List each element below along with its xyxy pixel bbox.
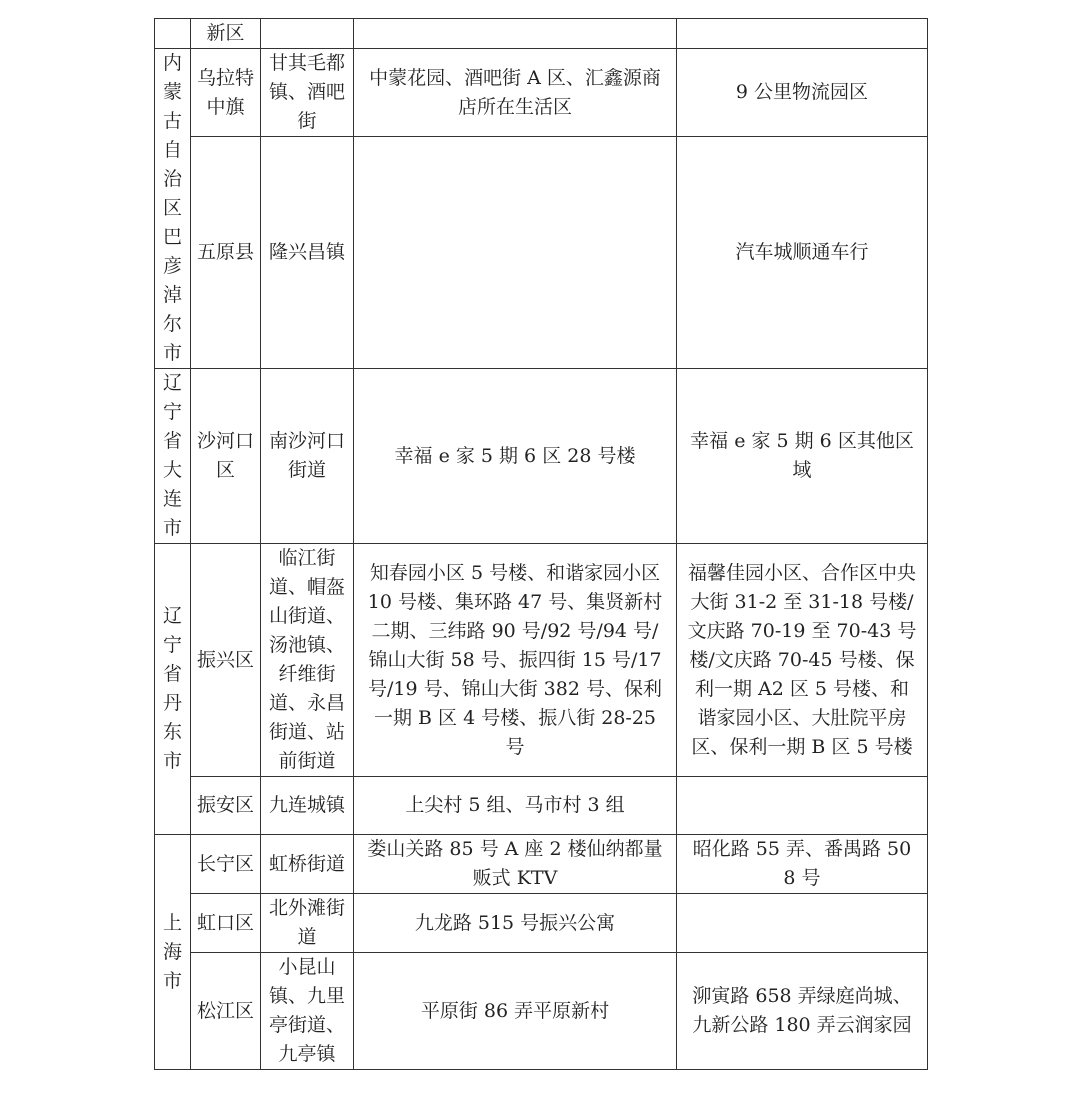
- high-risk-cell: [354, 137, 677, 369]
- table-row: [155, 19, 928, 49]
- district-cell: 虹口区: [191, 894, 261, 953]
- mid-risk-cell: 昭化路 55 弄、番禺路 508 号: [677, 835, 928, 894]
- table-row: [155, 894, 928, 953]
- table-row: [155, 369, 928, 544]
- district-cell: 松江区: [191, 953, 261, 1070]
- district-cell: 振安区: [191, 777, 261, 835]
- district-cell: 五原县: [191, 137, 261, 369]
- mid-risk-cell: 9 公里物流园区: [677, 49, 928, 137]
- province-name: 上海市: [162, 911, 182, 992]
- mid-risk-cell: [677, 894, 928, 953]
- province-cell: [155, 19, 191, 49]
- mid-risk-cell: 幸福 e 家 5 期 6 区其他区域: [677, 369, 928, 544]
- high-risk-cell: [354, 19, 677, 49]
- high-risk-cell: 中蒙花园、酒吧街 A 区、汇鑫源商店所在生活区: [354, 49, 677, 137]
- town-cell: 北外滩街道: [261, 894, 354, 953]
- town-cell: 甘其毛都镇、酒吧街: [261, 49, 354, 137]
- province-name: 内蒙古自治区巴彦淖尔市: [162, 52, 182, 364]
- district-cell: 新区: [191, 19, 261, 49]
- mid-risk-cell: [677, 777, 928, 835]
- town-cell: 九连城镇: [261, 777, 354, 835]
- town-cell: [261, 19, 354, 49]
- district-cell: 乌拉特中旗: [191, 49, 261, 137]
- province-cell: [155, 49, 191, 369]
- province-name: 辽宁省大连市: [162, 372, 182, 539]
- town-cell: 临江街道、帽盔山街道、汤池镇、纤维街道、永昌街道、站前街道: [261, 544, 354, 777]
- province-cell: [155, 544, 191, 835]
- town-cell: 虹桥街道: [261, 835, 354, 894]
- high-risk-cell: 幸福 e 家 5 期 6 区 28 号楼: [354, 369, 677, 544]
- table-row: [155, 49, 928, 137]
- table-row: [155, 777, 928, 835]
- district-cell: 长宁区: [191, 835, 261, 894]
- high-risk-cell: 九龙路 515 号振兴公寓: [354, 894, 677, 953]
- table-row: [155, 835, 928, 894]
- table-row: [155, 544, 928, 777]
- province-name: 辽宁省丹东市: [162, 605, 182, 772]
- high-risk-cell: 上尖村 5 组、马市村 3 组: [354, 777, 677, 835]
- mid-risk-cell: 福馨佳园小区、合作区中央大街 31-2 至 31-18 号楼/文庆路 70-19 至 70-43 号楼/文庆路 70-45 号楼、保利一期 A2 区 5 号楼、和谐家园小区、大肚院平房区、保利一期 B 区 5 号楼: [677, 544, 928, 777]
- province-cell: [155, 369, 191, 544]
- district-cell: 振兴区: [191, 544, 261, 777]
- town-cell: 南沙河口街道: [261, 369, 354, 544]
- table-row: [155, 137, 928, 369]
- high-risk-cell: 知春园小区 5 号楼、和谐家园小区 10 号楼、集环路 47 号、集贤新村二期、三纬路 90 号/92 号/94 号/锦山大街 58 号、振四街 15 号/17 号/19 号、锦山大街 382 号、保利一期 B 区 4 号楼、振八街 28-25 号: [354, 544, 677, 777]
- table-row: [155, 953, 928, 1070]
- town-cell: 小昆山镇、九里亭街道、九亭镇: [261, 953, 354, 1070]
- high-risk-cell: 平原街 86 弄平原新村: [354, 953, 677, 1070]
- high-risk-cell: 娄山关路 85 号 A 座 2 楼仙纳都量贩式 KTV: [354, 835, 677, 894]
- mid-risk-cell: 汽车城顺通车行: [677, 137, 928, 369]
- province-cell: [155, 835, 191, 1070]
- mid-risk-cell: [677, 19, 928, 49]
- mid-risk-cell: 泖寅路 658 弄绿庭尚城、九新公路 180 弄云润家园: [677, 953, 928, 1070]
- risk-area-table: [154, 18, 928, 1070]
- town-cell: 隆兴昌镇: [261, 137, 354, 369]
- district-cell: 沙河口区: [191, 369, 261, 544]
